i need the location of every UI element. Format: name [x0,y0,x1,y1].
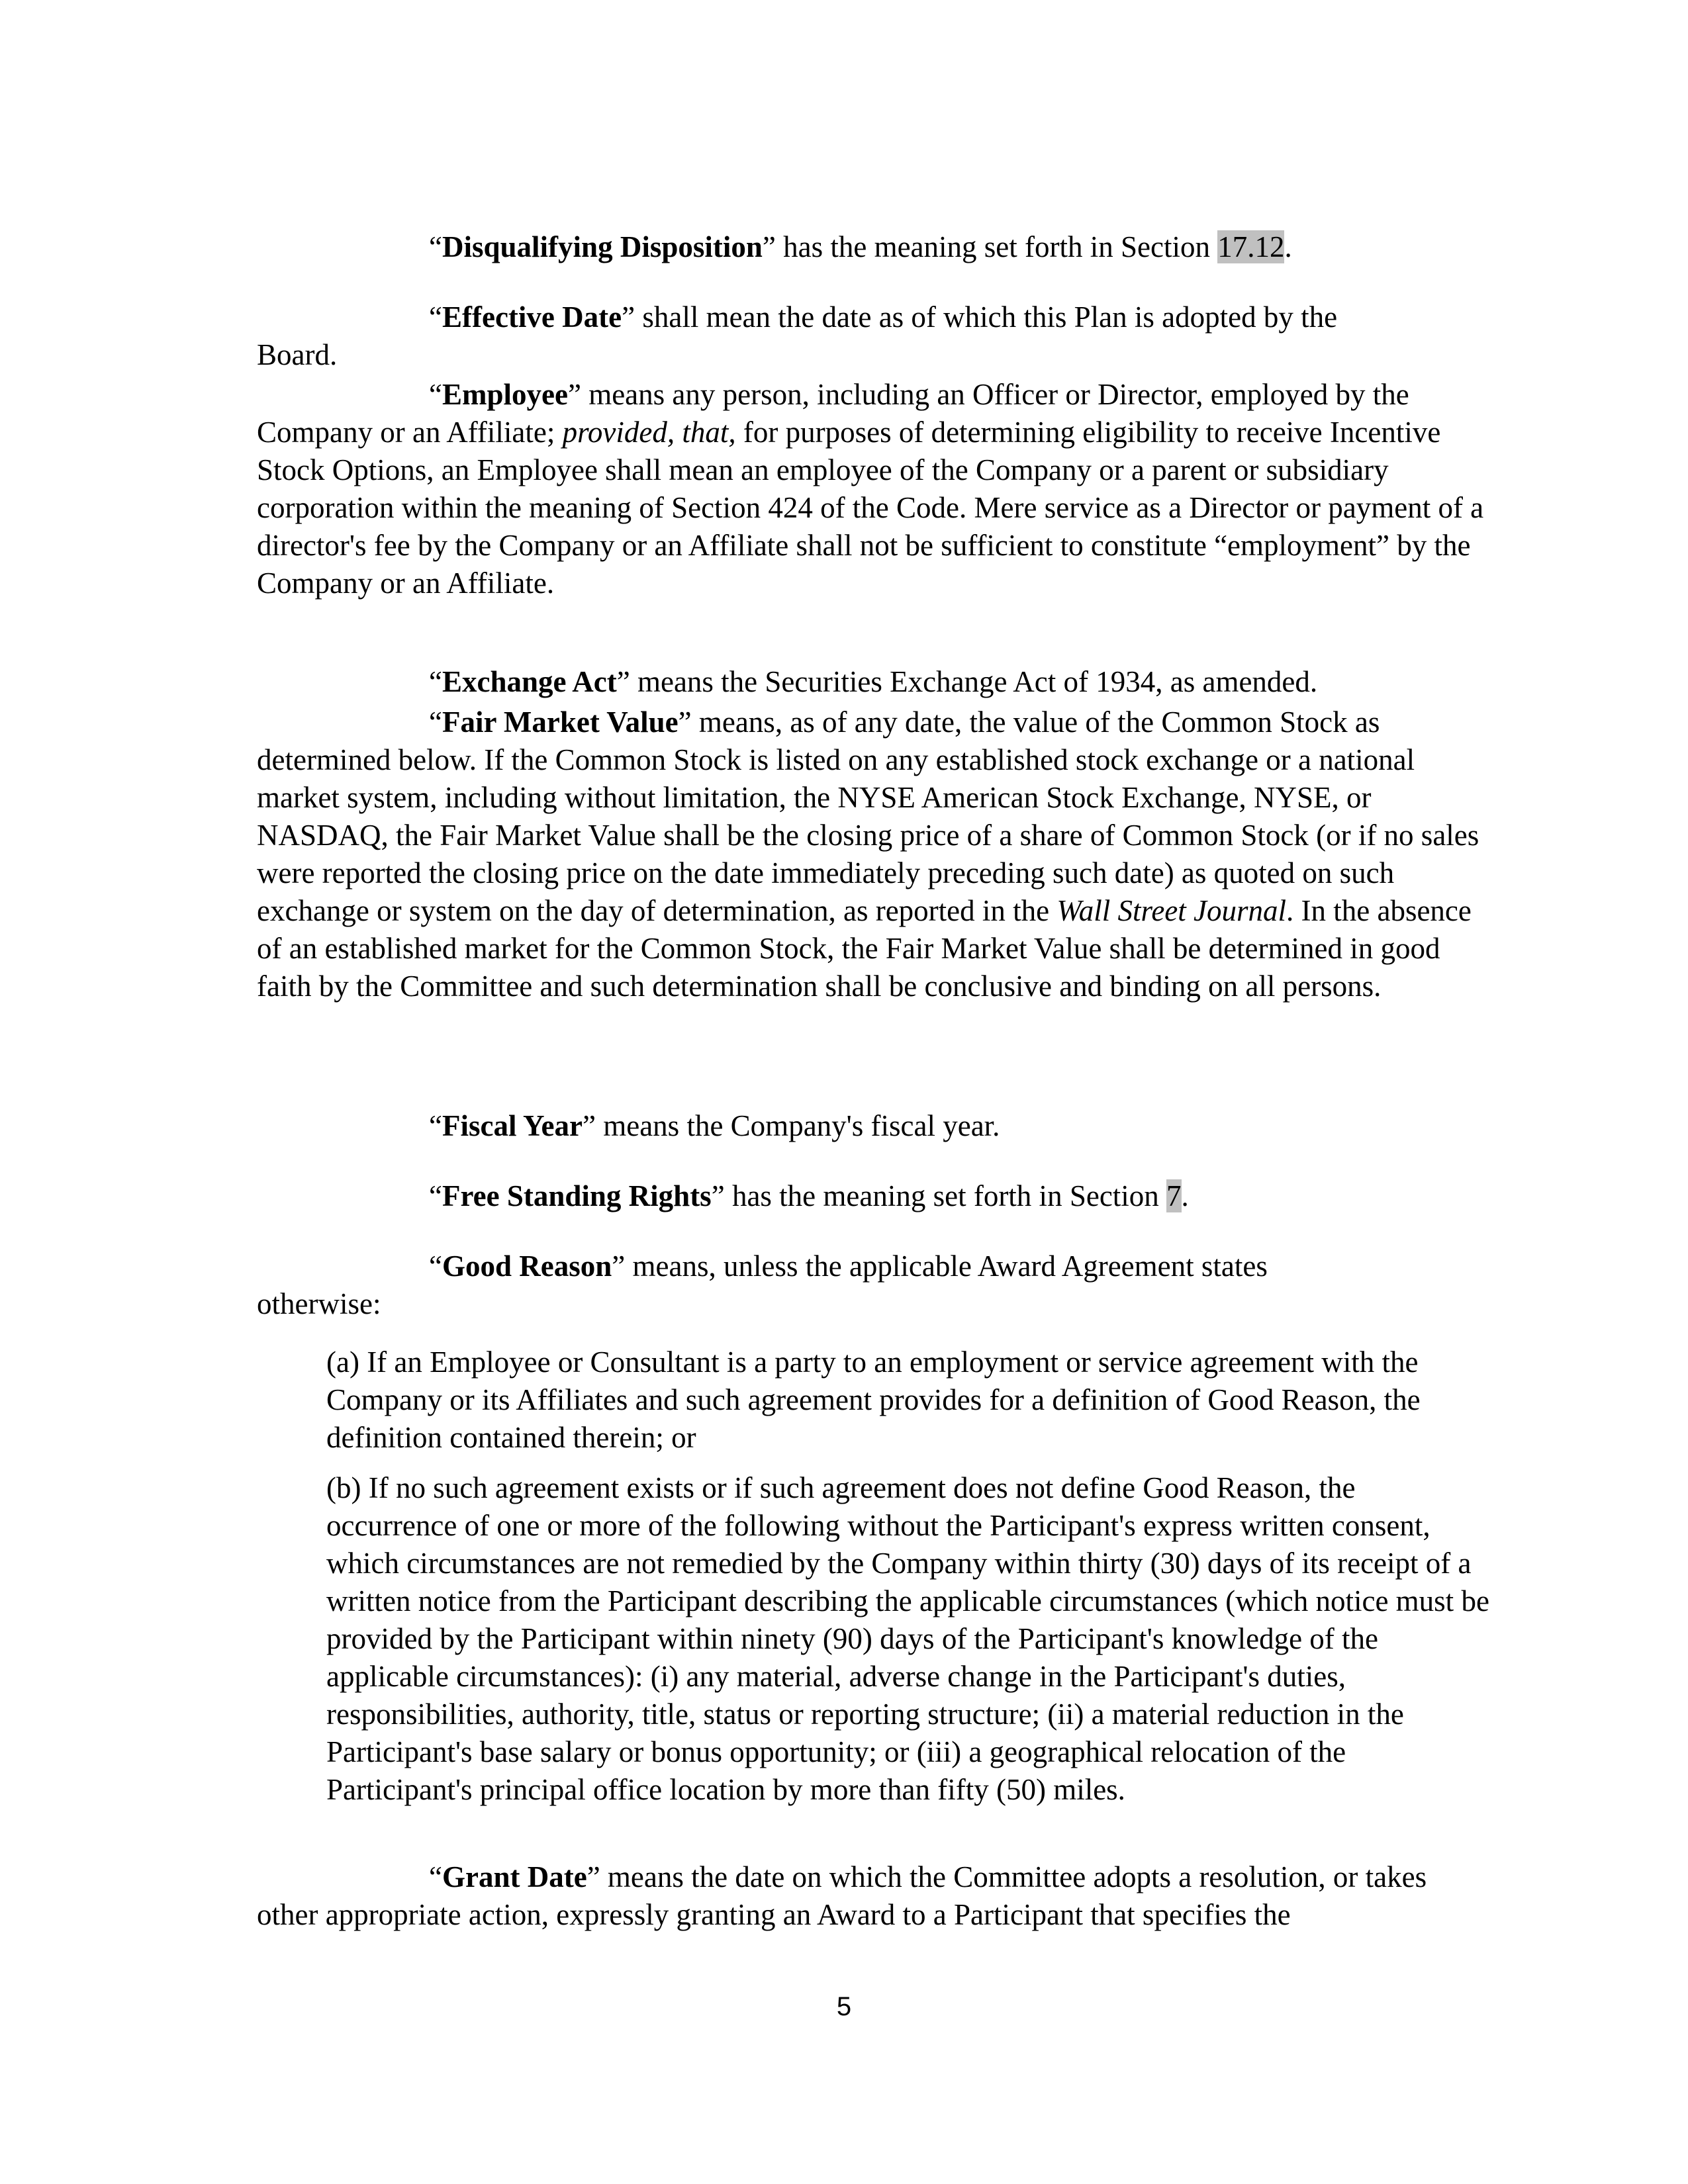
definition-employee: “Employee” means any person, including an Officer or Director, employed by the Company or an Affiliate; provided, that, for purposes of determining eligibility to receive Incentive Stock Options, an Employee shall mean an employee of the Company or a parent or subsidiary corporation within the meaning of Section 424 of the Code. Mere service as a Director or payment of a director's fee by the Company or an Affiliate shall not be sufficient to constitute “employment” by the Company or an Affiliate. [257,378,1484,600]
term-effective-date: Effective Date [442,300,622,334]
effective-date-continuation: Board. [257,338,338,371]
section-reference-7[interactable]: 7 [1166,1179,1182,1212]
publication-title: Wall Street Journal [1056,894,1287,927]
term-exchange-act: Exchange Act [442,665,617,698]
term-free-standing-rights: Free Standing Rights [442,1179,712,1212]
definition-exchange-act: “Exchange Act” means the Securities Exchange Act of 1934, as amended. [429,665,1318,698]
good-reason-continuation: otherwise: [257,1287,381,1320]
good-reason-item-b: (b) If no such agreement exists or if such agreement does not define Good Reason, the occurrence of one or more of the following without the Participant's express written consent, which circumstances are not remedied by the Company within thirty (30) days of its receipt of a written notice from the Participant describing the applicable circumstances (which notice must be provided by the Participant within ninety (90) days of the Participant's knowledge of the applicable circumstances): (i) any material, adverse change in the Participant's duties, responsibilities, authority, title, status or reporting structure; (ii) a material reduction in the Participant's base salary or bonus opportunity; or (iii) a geographical relocation of the Participant's principal office location by more than fifty (50) miles. [326,1471,1489,1806]
page-number: 5 [836,1992,852,2021]
term-fair-market-value: Fair Market Value [442,705,679,739]
definition-effective-date: “Effective Date” shall mean the date as of which this Plan is adopted by the [429,300,1338,334]
definition-fair-market-value: “Fair Market Value” means, as of any date, the value of the Common Stock as determined below. If the Common Stock is listed on any established stock exchange or a national market system, including without limitation, the NYSE American Stock Exchange, NYSE, or NASDAQ, the Fair Market Value shall be the closing price of a share of Common Stock (or if no sales were reported the closing price on the date immediately preceding such date) as quoted on such exchange or system on the day of determination, as reported in the Wall Street Journal. In the absence of an established market for the Common Stock, the Fair Market Value shall be determined in good faith by the Committee and such determination shall be conclusive and binding on all persons. [257,705,1479,1003]
term-grant-date: Grant Date [442,1860,587,1893]
term-fiscal-year: Fiscal Year [442,1109,583,1142]
definition-free-standing-rights: “Free Standing Rights” has the meaning set forth in Section 7. [429,1179,1189,1212]
term-employee: Employee [442,378,568,411]
definition-grant-date: “Grant Date” means the date on which the Committee adopts a resolution, or takes other appropriate action, expressly granting an Award to a Participant that specifies the [257,1860,1427,1931]
definition-fiscal-year: “Fiscal Year” means the Company's fiscal year. [429,1109,1000,1142]
definition-disqualifying-disposition: “Disqualifying Disposition” has the meaning set forth in Section 17.12. [429,230,1292,263]
section-reference-17-12[interactable]: 17.12 [1217,230,1285,263]
employee-proviso: provided, that, [562,416,736,449]
term-disqualifying-disposition: Disqualifying Disposition [442,230,763,263]
good-reason-item-a: (a) If an Employee or Consultant is a party to an employment or service agreement with the Company or its Affiliates and such agreement provides for a definition of Good Reason, the definition contained therein; or [326,1345,1421,1454]
term-good-reason: Good Reason [442,1250,612,1283]
definition-good-reason: “Good Reason” means, unless the applicable Award Agreement states [429,1250,1268,1283]
